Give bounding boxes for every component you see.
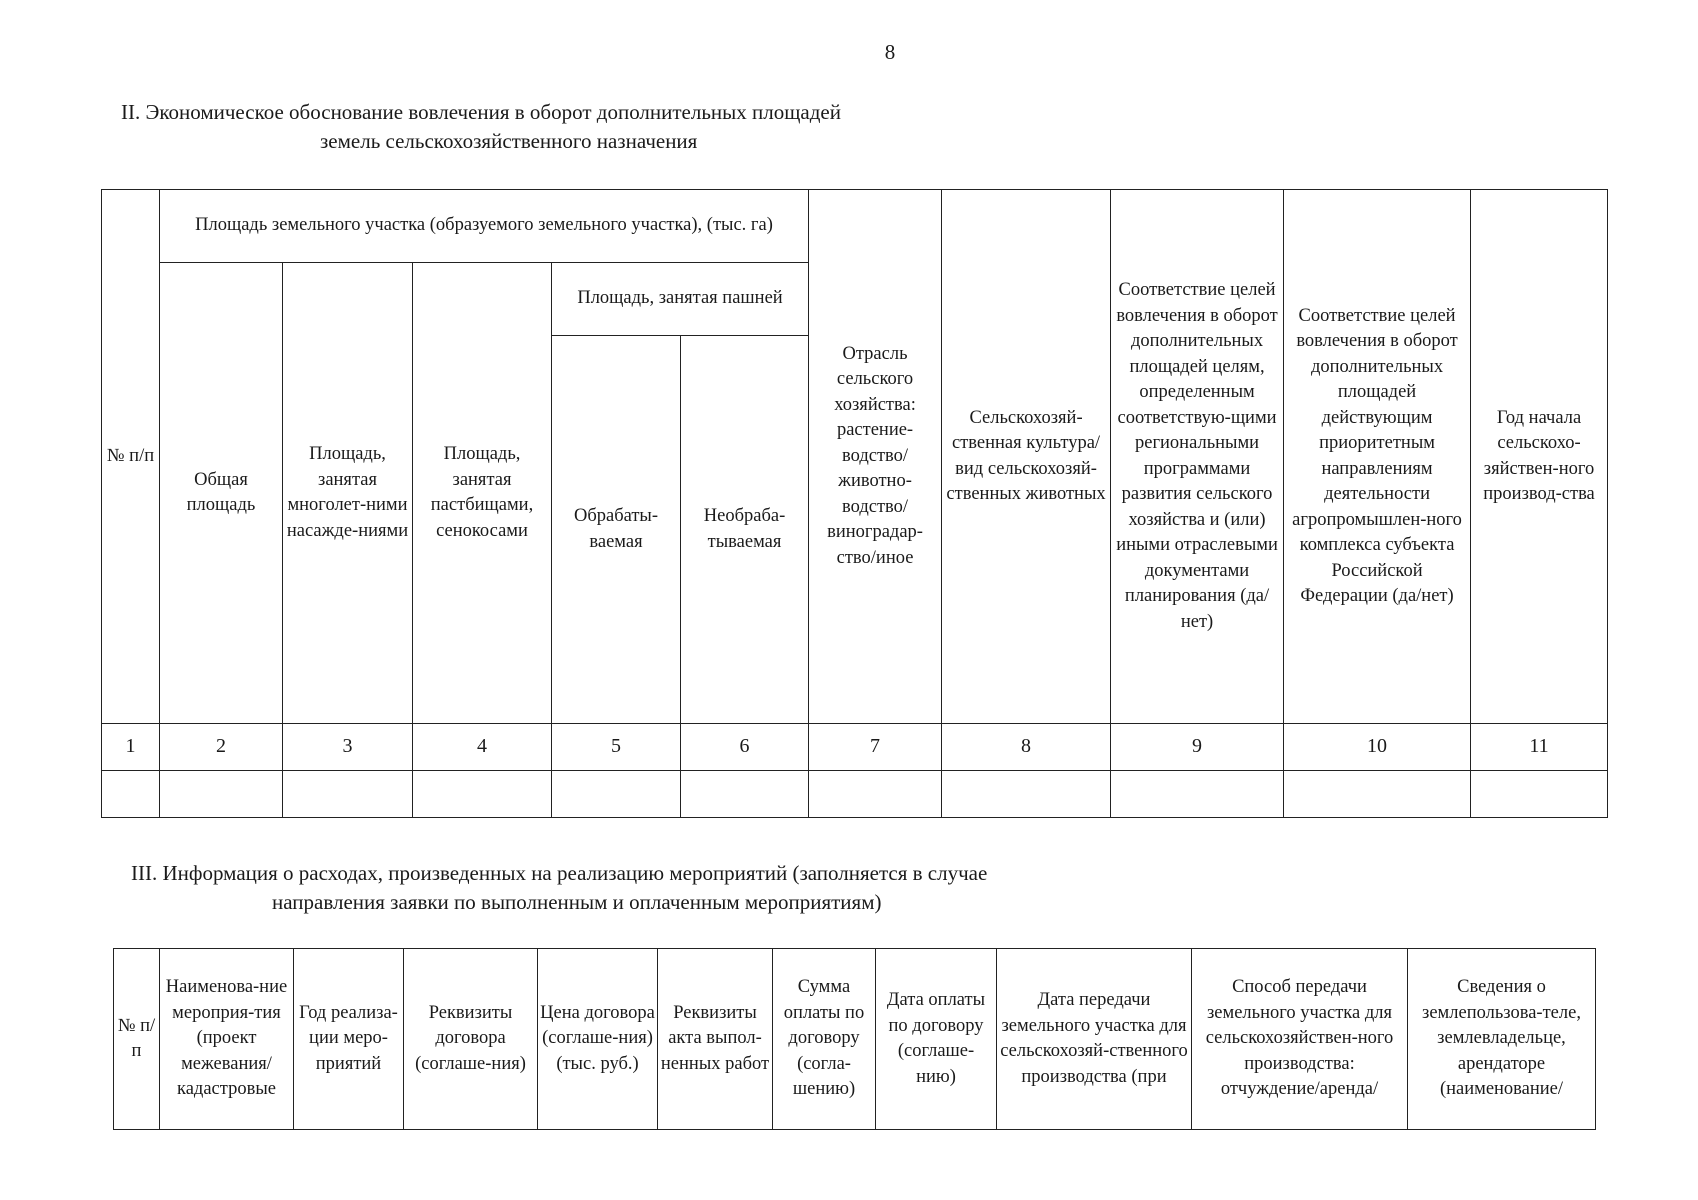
col-number: 9 [1111, 724, 1284, 771]
col-number: 5 [552, 724, 681, 771]
empty-cell [1471, 771, 1608, 818]
header-text: Год реализа-ции меро-приятий [299, 1002, 398, 1074]
header-text: Наименова-ние мероприя-тия (проект межевания/ кадастровые [165, 977, 288, 1100]
expenses-header [773, 949, 876, 1130]
header-text: Дата передачи земельного участка для сельскохозяй-ственного производства (при [1000, 990, 1188, 1087]
header-arable-group: Площадь, занятая пашней [552, 263, 809, 336]
header-branch: Отрасль сельского хозяйства: растение-водство/ животно-водство/ виноградар-ство/иное [809, 190, 942, 724]
header-text: Сумма оплаты по договору (согла-шению) [783, 977, 865, 1100]
section3-title-line2: направления заявки по выполненным и оплаченным мероприятиям) [272, 890, 882, 914]
header-uncultivated: Необраба-тываемая [681, 336, 809, 724]
header-text: № п/п [117, 1015, 156, 1061]
header-perennial: Площадь, занятая многолет-ними насажде-ниями [283, 263, 413, 724]
col-number: 2 [160, 724, 283, 771]
header-text: Реквизиты договора (соглаше-ния) [415, 1002, 526, 1074]
section3-title-line1: III. Информация о расходах, произведенных на реализацию мероприятий (заполняется в случае [131, 861, 988, 885]
col-number: 7 [809, 724, 942, 771]
empty-cell [1111, 771, 1284, 818]
col-number: 3 [283, 724, 413, 771]
page-number: 8 [884, 40, 896, 64]
empty-cell [160, 771, 283, 818]
empty-cell [942, 771, 1111, 818]
header-text: Способ передачи земельного участка для сельскохозяйствен-ного производства: отчуждение/аренда/ [1205, 977, 1394, 1100]
header-area-group: Площадь земельного участка (образуемого земельного участка), (тыс. га) [160, 190, 809, 263]
header-cultivated: Обрабаты-ваемая [552, 336, 681, 724]
col-number: 6 [681, 724, 809, 771]
expenses-header [294, 949, 404, 1130]
empty-cell [552, 771, 681, 818]
header-total-area: Общая площадь [160, 263, 283, 724]
expenses-header [114, 949, 160, 1130]
expenses-header [1408, 949, 1596, 1130]
header-priority: Соответствие целей вовлечения в оборот дополнительных площадей действующим приоритетным направлениям деятельности агропромышлен-ного комплекса субъекта Российской Федерации (да/нет) [1284, 190, 1471, 724]
expenses-table [113, 948, 1596, 1130]
header-text: Реквизиты акта выпол-ненных работ [660, 1002, 770, 1074]
land-economics-table [101, 189, 1608, 818]
col-number: 8 [942, 724, 1111, 771]
header-text: Дата оплаты по договору (соглаше-нию) [886, 990, 986, 1087]
header-year: Год начала сельскохо-зяйствен-ного производ-ства [1471, 190, 1608, 724]
col-number: 10 [1284, 724, 1471, 771]
section2-title-line2: земель сельскохозяйственного назначения [320, 129, 698, 153]
expenses-header [1192, 949, 1408, 1130]
header-text: Сведения о землепользова-теле, землевладельце, арендаторе (наименование/ [1422, 977, 1581, 1100]
empty-cell [681, 771, 809, 818]
header-num: № п/п [102, 190, 160, 724]
header-pasture: Площадь, занятая пастбищами, сенокосами [413, 263, 552, 724]
empty-cell [102, 771, 160, 818]
expenses-header [876, 949, 997, 1130]
header-text: Цена договора (соглаше-ния) (тыс. руб.) [540, 1002, 655, 1074]
section2-title-line1: II. Экономическое обоснование вовлечения в оборот дополнительных площадей [121, 100, 841, 124]
expenses-header [160, 949, 294, 1130]
expenses-header [658, 949, 773, 1130]
col-number: 4 [413, 724, 552, 771]
empty-cell [283, 771, 413, 818]
expenses-header [404, 949, 538, 1130]
expenses-header [997, 949, 1192, 1130]
empty-cell [1284, 771, 1471, 818]
expenses-header [538, 949, 658, 1130]
col-number: 11 [1471, 724, 1608, 771]
header-crop: Сельскохозяй-ственная культура/вид сельскохозяй-ственных животных [942, 190, 1111, 724]
col-number: 1 [102, 724, 160, 771]
empty-cell [413, 771, 552, 818]
empty-cell [809, 771, 942, 818]
header-regional: Соответствие целей вовлечения в оборот дополнительных площадей целям, определенным соответствую-щими региональными программами развития сельского хозяйства и (или) иными отраслевыми документами планирования (да/нет) [1111, 190, 1284, 724]
